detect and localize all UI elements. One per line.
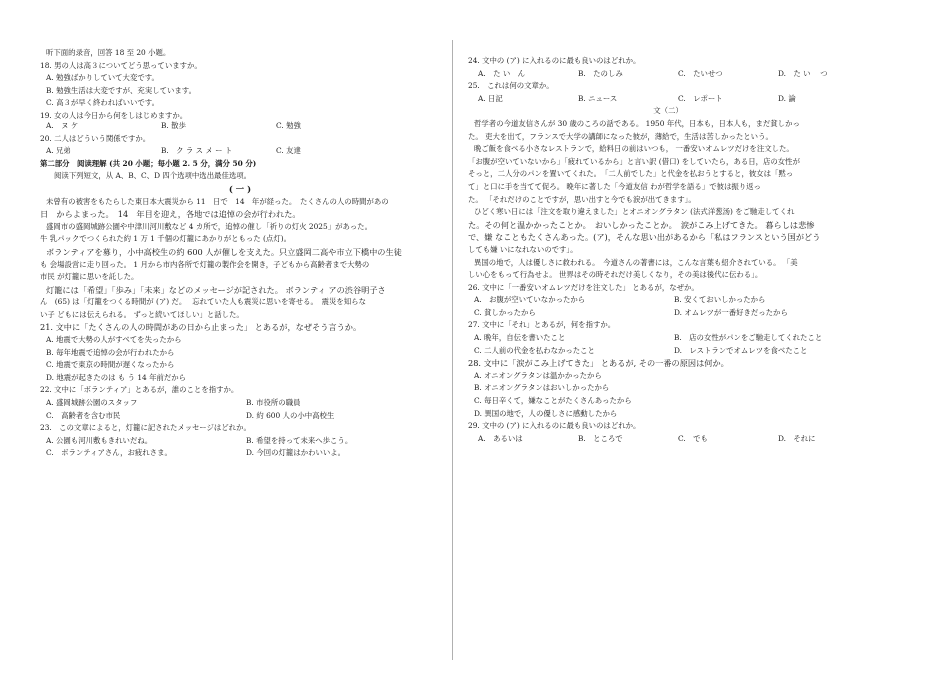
section-title-1: ( 一 ) [228, 183, 252, 194]
question-stem: 21. 文中に「たくさんの人の時間があの日から止まった」 とあるが，なぜそう言うか。 [40, 322, 362, 333]
option-d: D. それに [778, 433, 816, 443]
question-18 [40, 61, 440, 109]
option-c: C. 勉強 [276, 120, 301, 130]
listening-intro: 听下面的录音，回答 18 至 20 小题。 [46, 48, 171, 57]
option-c: C. 二人前の代金を払わなかったこと [474, 345, 595, 355]
question-29 [468, 421, 868, 444]
question-24 [468, 56, 868, 79]
option-c: C. 高３が早く終わればいいです。 [46, 98, 159, 108]
question-stem: 26. 文中に「一番安いオムレツだけを注文した」 とあるが，なぜか。 [468, 282, 699, 292]
option-c: C. でも [678, 433, 708, 443]
passage-1 [40, 197, 440, 320]
option-c: C. 貧しかったから [474, 307, 536, 317]
option-c: C. 毎日辛くて，嫌なことがたくさんあったから [474, 396, 632, 406]
passage-line: 未曾有の被害をもたらした東日本大震災から 11 日で 14 年が経った。 たくさんの人の時間があの [46, 196, 389, 206]
part2-title: 第二部分 阅读理解 (共 20 小题；每小题 2. 5 分，满分 50 分) [40, 158, 257, 168]
option-d: D. レストランでオムレツを食べたこと [674, 345, 808, 355]
section-title-2: 文（二） [653, 106, 683, 116]
option-b: B. オニオングラタンはおいしかったから [474, 383, 610, 393]
option-b: B. たのしみ [578, 68, 623, 78]
passage-line: 晩ご飯を食べる小さなレストランで，給料日の前はいつも， 一番安いオムレツだけを注文した。 [474, 144, 794, 154]
question-stem: 25. これは何の文章か。 [468, 81, 554, 91]
question-stem: 29. 文中の (ア) に入れるのに最も良いのはどれか。 [468, 421, 641, 431]
question-stem: 19. 女の人は今日から何をしはじめますか。 [40, 110, 188, 120]
right-column [468, 56, 868, 444]
question-stem: 23. この文章によると，灯籠に記されたメッセージはどれか。 [40, 423, 251, 433]
option-a: A. た い ん [478, 68, 525, 78]
option-a: A. あるいは [478, 433, 523, 443]
column-divider [452, 40, 453, 660]
option-a: A. 勉強ばかりしていて大変です。 [46, 73, 159, 83]
passage-line: た。 吏大を出て，フランスで大学の講師になった彼が，薄給で，生活は苦しかったという。 [468, 131, 773, 141]
question-22 [40, 385, 440, 420]
passage-line: 市民 が灯籠に思いを託した。 [40, 272, 139, 282]
option-b: B. 毎年地震で追悼の会が行われたから [46, 347, 175, 357]
option-d: D. 約 600 人の小中高校生 [246, 410, 335, 420]
passage-line: い子 どもには伝えられる。 ずっと続いてほしい」と話した。 [40, 309, 244, 319]
option-c: C. 地震で東京の時間が遅くなったから [46, 360, 175, 370]
option-a: A. 盛岡城跡公園のスタッフ [46, 398, 138, 408]
question-stem: 22. 文中に「ボランティア」とあるが，誰のことを指すか。 [40, 385, 239, 395]
option-d: D. 地震が起きたのは も う 14 年前だから [46, 372, 187, 382]
question-20 [40, 134, 440, 157]
passage-2 [468, 119, 868, 280]
passage-line: ひどく寒い日には「注文を取り違えました」とオニオングラタン (法式洋葱汤) をご馳走してくれ [474, 207, 795, 217]
passage-line: そっと，二人分のパンを置いてくれた。 「二人前でした」と代金を払おうとすると，彼女は「黙っ [468, 169, 794, 179]
option-c: C. 友達 [276, 146, 301, 156]
option-d: D. オムレツが一番好きだったから [674, 307, 788, 317]
option-b: B. 勉強生活は大変ですが、充実しています。 [46, 85, 196, 95]
passage-line: で、嫌 なこともたくさんあった。(ア)，そんな思い出があるから「私はフランスという国がどう [468, 232, 821, 243]
question-stem: 20. 二人はどういう関係ですか。 [40, 133, 151, 143]
option-d: D. た い つ [778, 68, 828, 78]
left-column [40, 48, 440, 458]
passage-line: 灯籠には「希望」「歩み」「未来」などのメッセージが記された。 ボランティ アの渋谷明子さ [46, 284, 386, 295]
passage-line: 牛 乳パックでつくられた約 1 万 1 千個の灯籠にあかりがともった (点灯)。 [40, 234, 291, 244]
option-c: C. レポート [678, 93, 723, 103]
part2-instruction: 阅读下列短文，从 A、B、C、D 四个选项中选出最佳选项。 [54, 171, 252, 181]
option-b: B. ところで [578, 433, 623, 443]
question-21 [40, 322, 440, 382]
question-23 [40, 423, 440, 458]
question-27 [468, 320, 868, 355]
passage-line: て」と口に手を当てて促ろ。 晩年に著した「今道友信 わが哲学を語る」で彼は振り返っ [468, 181, 761, 191]
option-c: C. 高齢者を含む市民 [46, 410, 121, 420]
passage-line: ん (65) は「灯籠をつくる時間が (ア) だ。 忘れていた人も震災に思いを寄せる。 震災を知らな [40, 297, 366, 307]
question-stem: 28. 文中に「涙がこみ上げてきた」 とあるが, その一番の原因は何か。 [468, 358, 729, 369]
option-b: B. 店の女性がパンをご馳走してくれたこと [674, 333, 823, 343]
passage-line: ボランティアを募り，小中高校生の約 600 人が催しを支えた。只立盛岡二高や市立下橋中の生徒 [46, 246, 402, 257]
option-a: A. オニオングラタンは温かかったから [474, 370, 602, 380]
passage-line: 「お腹が空いていないから」「疲れているから」と言い訳 (借口) をしていたら，ある日，店の女性が [468, 156, 800, 166]
passage-line: しても嫌 いになれないのです」。 [468, 244, 578, 254]
question-28 [468, 358, 868, 418]
passage-line: た。その何と温かかったことか。 おいしかったことか。 涙がこみ上げてきた。 暮らしは悲惨 [468, 219, 815, 230]
option-a: A. 地震で大勢の人がすべてを失ったから [46, 335, 182, 345]
option-a: A. 晩年，自伝を書いたこと [474, 333, 566, 343]
passage-line: 異国の地で，人は優しさに救われる。 今道さんの著書には，こんな言葉も紹介されている。 「美 [474, 257, 798, 267]
option-c: C. ボランティアさん，お疲れさま。 [46, 448, 172, 458]
option-b: B. ク ラ ス メ ー ト [161, 146, 233, 156]
option-b: B. ニュース [578, 93, 618, 103]
question-25 [468, 81, 868, 104]
option-b: B. 希望を持って未来へ歩こう。 [246, 435, 353, 445]
option-b: B. 安くておいしかったから [674, 295, 766, 305]
question-19 [40, 111, 440, 131]
passage-line: 日 からよまった。 14 年目を迎え，各地では追悼の会が行われた。 [40, 209, 301, 220]
passage-line: 哲学者の今道友信さんが 30 歳のころの話である。 1950 年代，日本も，日本人も，まだ貧しかっ [474, 118, 800, 128]
option-a: A. 日記 [478, 93, 503, 103]
option-d: D. 今回の灯籠はかわいいよ。 [246, 448, 346, 458]
option-b: B. 市役所の職員 [246, 398, 301, 408]
passage-line: も 会場設営に走り回った。 1 月から市内各所で灯籠の製作会を開き，子どもから高齢者まで大勢の [40, 259, 370, 269]
option-a: A. お腹が空いていなかったから [474, 295, 586, 305]
question-stem: 27. 文中に「それ」とあるが，何を指すか。 [468, 320, 616, 330]
passage-line: しい心をもって行為せよ。 世界はその時それだけ美しくなり，その美は後代に伝わる」。 [468, 270, 763, 280]
question-26 [468, 283, 868, 318]
option-a: A. ヌ ケ [46, 120, 79, 130]
option-c: C. たいせつ [678, 68, 723, 78]
option-d: D. 論 [778, 93, 796, 103]
option-d: D. 異国の地で，人の優しさに感動したから [474, 408, 618, 418]
option-a: A. 兄弟 [46, 146, 71, 156]
option-b: B. 散歩 [161, 120, 186, 130]
passage-line: た。 「それだけのことですが，思い出すと今でも涙が出てきます」。 [468, 194, 696, 204]
passage-line: 盛岡市の盛岡城跡公園や中津川河川敷など 4 カ所で，追悼の催し「祈りの灯火 2025」があった。 [46, 221, 372, 231]
question-stem: 18. 男の人は高３についてどう思っていますか。 [40, 60, 202, 70]
question-stem: 24. 文中の (ア) に入れるのに最も良いのはどれか。 [468, 56, 641, 65]
option-a: A. 公園も河川敷もきれいだね。 [46, 435, 153, 445]
